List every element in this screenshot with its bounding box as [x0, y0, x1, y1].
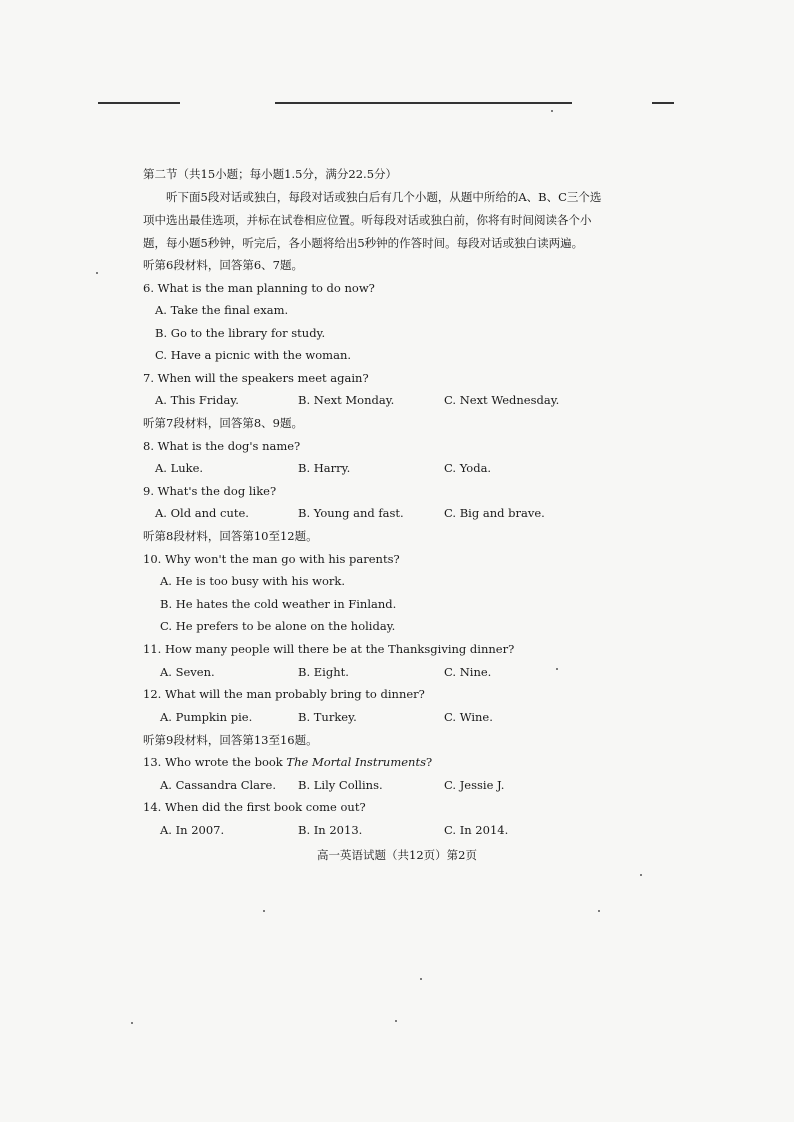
question-11-option-c: C. Nine.	[444, 665, 492, 679]
question-6-option-a: A. Take the final exam.	[155, 303, 289, 317]
question-12-option-c: C. Wine.	[444, 710, 493, 724]
question-14-stem: 14. When did the first book come out?	[143, 800, 366, 814]
question-7-option-b: B. Next Monday.	[298, 393, 395, 407]
scan-speck	[420, 978, 422, 980]
question-13-stem-suffix: ?	[425, 755, 433, 769]
question-13-stem-prefix: 13. Who wrote the book	[143, 755, 287, 769]
question-12-option-b: B. Turkey.	[298, 710, 357, 724]
question-11-option-a: A. Seven.	[160, 665, 215, 679]
question-6-option-b: B. Go to the library for study.	[155, 326, 326, 340]
question-8-stem: 8. What is the dog's name?	[143, 439, 301, 453]
scan-speck	[640, 874, 642, 876]
scan-speck	[551, 110, 553, 112]
question-10-stem: 10. Why won't the man go with his parents?	[143, 552, 400, 566]
question-13-option-b: B. Lily Collins.	[298, 778, 383, 792]
question-7-option-a: A. This Friday.	[155, 393, 239, 407]
instructions-line-1: 听下面5段对话或独白，每段对话或独白后有几个小题，从题中所给的A、B、C三个选	[166, 190, 602, 204]
question-14-option-c: C. In 2014.	[444, 823, 509, 837]
scan-speck	[131, 1022, 133, 1024]
book-title: The Mortal Instruments	[286, 755, 426, 769]
header-rule-right	[652, 102, 674, 104]
scan-speck	[598, 910, 600, 912]
instructions-line-3: 题，每小题5秒钟，听完后，各小题将给出5秒钟的作答时间。每段对话或独白读两遍。	[143, 236, 584, 250]
question-13-stem	[143, 755, 432, 769]
scan-speck	[263, 910, 265, 912]
question-14-option-a: A. In 2007.	[160, 823, 225, 837]
question-6-option-c: C. Have a picnic with the woman.	[155, 348, 351, 362]
question-10-option-a: A. He is too busy with his work.	[160, 574, 346, 588]
question-8-option-a: A. Luke.	[155, 461, 204, 475]
question-12-option-a: A. Pumpkin pie.	[160, 710, 253, 724]
question-9-option-c: C. Big and brave.	[444, 506, 545, 520]
section-header: 第二节（共15小题；每小题1.5分，满分22.5分）	[143, 167, 398, 181]
scan-speck	[96, 272, 98, 274]
question-9-option-a: A. Old and cute.	[155, 506, 249, 520]
scan-speck	[395, 1020, 397, 1022]
instructions-line-2: 项中选出最佳选项，并标在试卷相应位置。听每段对话或独白前，你将有时间阅读各个小	[143, 213, 592, 227]
header-rule-center	[275, 102, 572, 104]
question-8-option-b: B. Harry.	[298, 461, 351, 475]
question-13-option-c: C. Jessie J.	[444, 778, 505, 792]
group-6-header: 听第6段材料，回答第6、7题。	[143, 258, 303, 272]
question-9-option-b: B. Young and fast.	[298, 506, 404, 520]
question-13-option-a: A. Cassandra Clare.	[160, 778, 276, 792]
question-7-option-c: C. Next Wednesday.	[444, 393, 560, 407]
group-8-header: 听第8段材料，回答第10至12题。	[143, 529, 318, 543]
question-10-option-b: B. He hates the cold weather in Finland.	[160, 597, 397, 611]
question-9-stem: 9. What's the dog like?	[143, 484, 277, 498]
question-11-option-b: B. Eight.	[298, 665, 349, 679]
question-6-stem: 6. What is the man planning to do now?	[143, 281, 375, 295]
question-7-stem: 7. When will the speakers meet again?	[143, 371, 369, 385]
page-footer: 高一英语试题（共12页）第2页	[317, 848, 477, 862]
question-12-stem: 12. What will the man probably bring to dinner?	[143, 687, 425, 701]
question-10-option-c: C. He prefers to be alone on the holiday.	[160, 619, 396, 633]
group-9-header: 听第9段材料，回答第13至16题。	[143, 733, 318, 747]
question-8-option-c: C. Yoda.	[444, 461, 492, 475]
scan-speck	[556, 668, 558, 670]
group-7-header: 听第7段材料，回答第8、9题。	[143, 416, 303, 430]
question-14-option-b: B. In 2013.	[298, 823, 363, 837]
question-11-stem: 11. How many people will there be at the Thanksgiving dinner?	[143, 642, 515, 656]
header-rule-left	[98, 102, 180, 104]
